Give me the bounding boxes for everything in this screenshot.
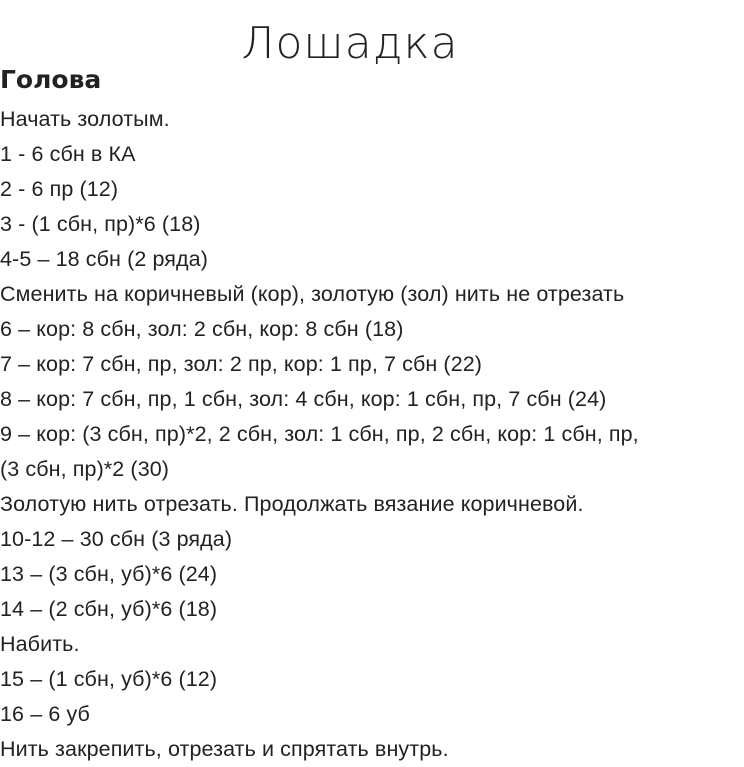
instruction-line: 16 – 6 уб [0, 702, 90, 726]
instruction-line: 1 - 6 сбн в КА [0, 142, 136, 166]
section-heading: Голова [0, 65, 102, 94]
instruction-line: 15 – (1 сбн, уб)*6 (12) [0, 667, 218, 691]
instruction-line: 10-12 – 30 сбн (3 ряда) [0, 527, 233, 551]
instruction-line: (3 сбн, пр)*2 (30) [0, 457, 170, 481]
instruction-line: Нить закрепить, отрезать и спрятать внутрь. [0, 737, 449, 761]
instruction-line: 7 – кор: 7 сбн, пр, зол: 2 пр, кор: 1 пр, 7 сбн (22) [0, 352, 483, 376]
instruction-line: Сменить на коричневый (кор), золотую (зол) нить не отрезать [0, 282, 625, 306]
instruction-line: 3 - (1 сбн, пр)*6 (18) [0, 212, 201, 236]
document-title: Лошадка [241, 18, 459, 69]
instruction-line: 8 – кор: 7 сбн, пр, 1 сбн, зол: 4 сбн, кор: 1 сбн, пр, 7 сбн (24) [0, 387, 607, 411]
instruction-line: 13 – (3 сбн, уб)*6 (24) [0, 562, 218, 586]
instruction-line: Золотую нить отрезать. Продолжать вязание коричневой. [0, 492, 584, 516]
instruction-line: 6 – кор: 8 сбн, зол: 2 сбн, кор: 8 сбн (18) [0, 317, 404, 341]
instruction-line: 9 – кор: (3 сбн, пр)*2, 2 сбн, зол: 1 сбн, пр, 2 сбн, кор: 1 сбн, пр, [0, 422, 639, 446]
instruction-line: 2 - 6 пр (12) [0, 177, 119, 201]
instruction-list [0, 102, 639, 767]
instruction-line: 4-5 – 18 сбн (2 ряда) [0, 247, 208, 271]
instruction-line: 14 – (2 сбн, уб)*6 (18) [0, 597, 218, 621]
instruction-line: Начать золотым. [0, 107, 170, 131]
instruction-line: Набить. [0, 632, 80, 656]
